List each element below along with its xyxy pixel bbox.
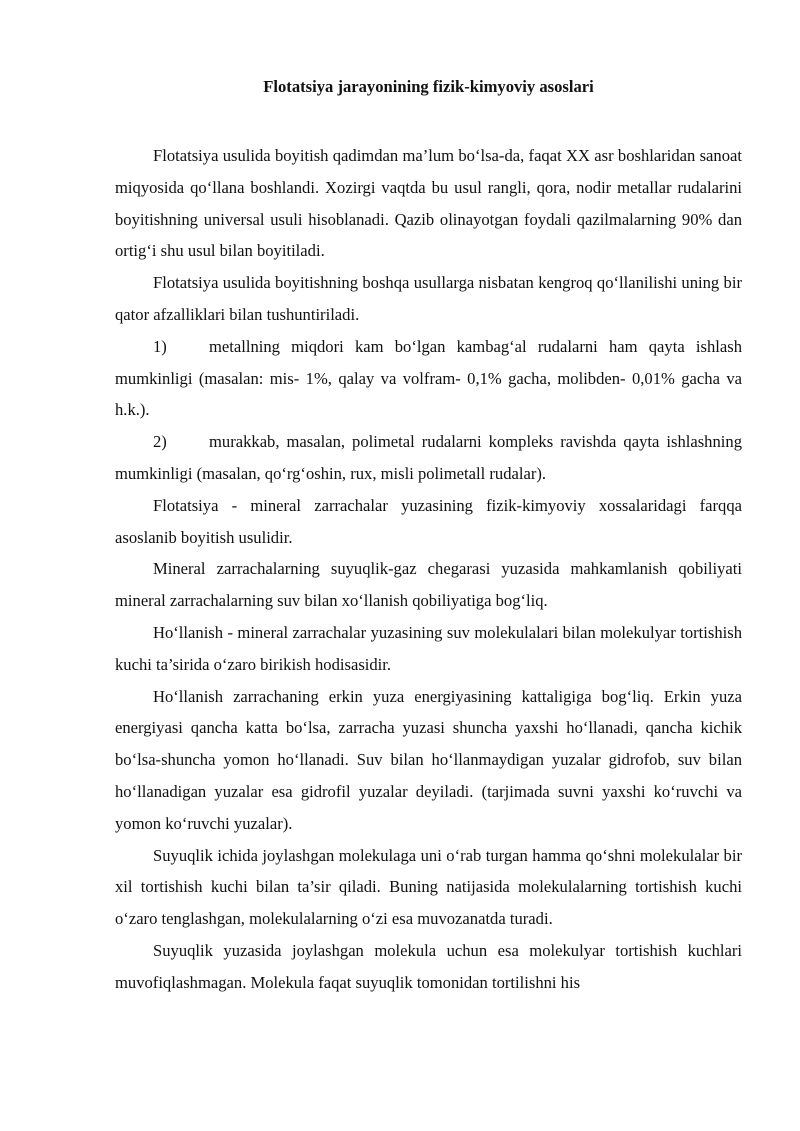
paragraph-intro: Flotatsiya usulida boyitish qadimdan ma’lum bo‘lsa-da, faqat XX asr boshlaridan sanoat miqyosida qo‘llana boshlandi. Xozirgi vaqtda bu usul rangli, qora, nodir metallar rudalarini boyitishning universal usuli hisoblanadi. Qazib olinayotgan foydali qazilmalarning 90% dan ortig‘i shu usul bilan boyitiladi. [115, 146, 742, 261]
list-item-number: 1) [153, 336, 167, 356]
paragraph-advantages: Flotatsiya usulida boyitishning boshqa usullarga nisbatan kengroq qo‘llanilishi uning bir qator afzalliklari bilan tushuntiriladi. [115, 273, 742, 324]
document-page [115, 72, 742, 999]
list-item-text: metallning miqdori kam bo‘lgan kambag‘al rudalarni ham qayta ishlash mumkinligi (masalan: mis- 1%, qalay va volfram- 0,1% gacha, molibden- 0,01% gacha va h.k.). [115, 336, 742, 420]
paragraph-wetting-energy: Ho‘llanish zarrachaning erkin yuza energiyasining kattaligiga bog‘liq. Erkin yuza energiyasi qancha katta bo‘lsa, zarracha yuzasi shuncha yaxshi ho‘llanadi, qancha kichik bo‘lsa-shuncha yomon ho‘llanadi. Suv bilan ho‘llanmaydigan yuzalar gidrofob, suv bilan ho‘llanadigan yuzalar esa gidrofil yuzalar deyiladi. (tarjimada suvni yaxshi ko‘ruvchi va yomon ko‘ruvchi yuzalar). [115, 686, 742, 833]
paragraph-wetting-definition: Ho‘llanish - mineral zarrachalar yuzasining suv molekulalari bilan molekulyar tortishish kuchi ta’sirida o‘zaro birikish hodisasidir. [115, 622, 742, 674]
paragraph-attachment: Mineral zarrachalarning suyuqlik-gaz chegarasi yuzasida mahkamlanish qobiliyati mineral zarrachalarning suv bilan xo‘llanish qobiliyatiga bog‘liq. [115, 559, 742, 611]
list-item-text: murakkab, masalan, polimetal rudalarni kompleks ravishda qayta ishlashning mumkinligi (masalan, qo‘rg‘oshin, rux, misli polimetall rudalar). [115, 432, 742, 483]
paragraph-molecule-surface: Suyuqlik yuzasida joylashgan molekula uchun esa molekulyar tortishish kuchlari muvofiqlashmagan. Molekula faqat suyuqlik tomonidan tortilishni his [115, 940, 742, 992]
paragraph-molecule-inside: Suyuqlik ichida joylashgan molekulaga uni o‘rab turgan hamma qo‘shni molekulalar bir xil tortishish kuchi bilan ta’sir qiladi. Buning natijasida molekulalarning tortishish kuchi o‘zaro tenglashgan, molekulalarning o‘zi esa muvozanatda turadi. [115, 845, 742, 929]
list-item [115, 331, 742, 426]
paragraph-definition: Flotatsiya - mineral zarrachalar yuzasining fizik-kimyoviy xossalaridagi farqqa asoslanib boyitish usulidir. [115, 495, 742, 547]
list-item [115, 426, 742, 490]
list-item-number: 2) [153, 432, 167, 452]
document-title: Flotatsiya jarayonining fizik-kimyoviy asoslari [263, 77, 594, 96]
